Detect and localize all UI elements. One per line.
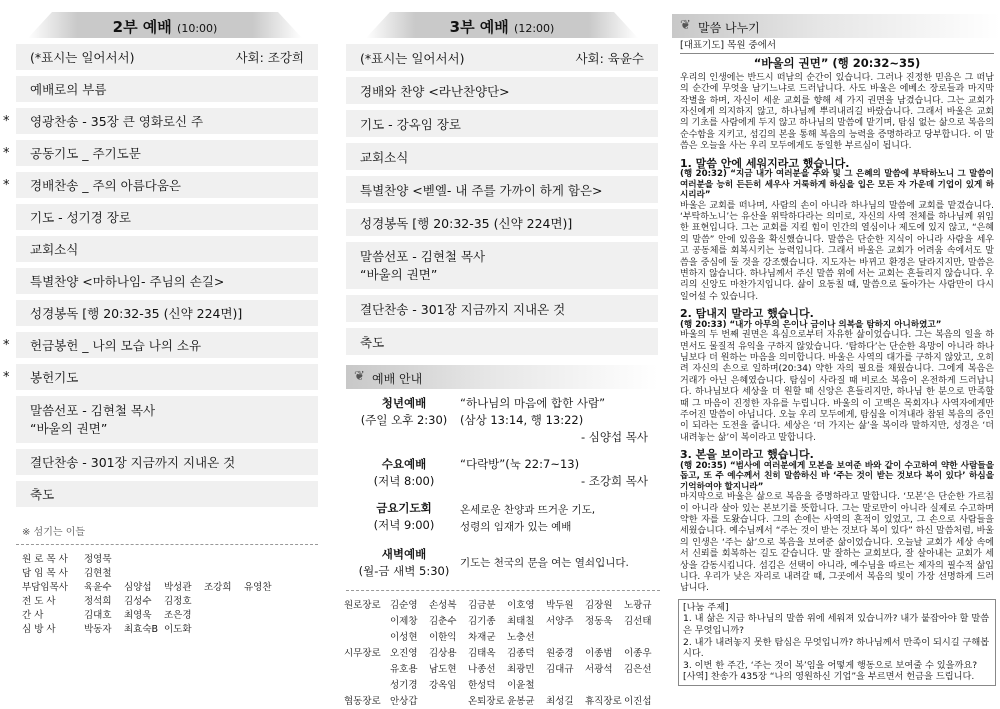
- service-info: 금요기도회 (저녁 9:00) 온세로운 찬양과 뜨거운 기도, 성령의 임재가 있는 예배: [373, 501, 596, 533]
- staff-role: 전 도 사: [22, 596, 56, 607]
- sermon-sharing-column: [672, 0, 1000, 686]
- service-time: (10:00): [177, 22, 218, 35]
- staff-role: 담 임 목 사: [22, 568, 68, 579]
- staff-name: 김정호: [164, 596, 192, 607]
- service-title: 2부 예배: [112, 18, 172, 36]
- elder-name: 차재군: [468, 632, 496, 643]
- host-label: 사회: 조강희: [235, 50, 304, 65]
- staff-name: 박동자: [84, 624, 112, 635]
- elder-name: 노충선: [507, 632, 535, 643]
- elder-name: 한성덕: [468, 680, 496, 691]
- sermon-title: “바울의 권면”: [360, 266, 438, 282]
- elders-list: [344, 597, 666, 709]
- discussion-item: 1. 내 삶은 지금 하나님의 말씀 위에 세워져 있습니까? 내가 붙잡아야 할 말씀은 무엇입니까?: [683, 613, 990, 636]
- discussion-item: [사역] 찬송가 435장 “나의 영원하신 기업”을 부르면서 헌금을 드립니다.: [683, 671, 975, 683]
- point-3-quote: (행 20:35) “범사에 여러분에게 모본을 보여준 바와 같이 수고하여 약한 사람들을 돕고, 또 주 예수께서 친히 말씀하신 바 ‘주는 것이 받는 것보다 복이 있다’ 하심을 기억하여야 할지니라”: [680, 460, 994, 492]
- standing-mark: *: [3, 113, 10, 129]
- sermon-title: “바울의 권면”: [30, 420, 108, 436]
- elder-name: 김선태: [624, 616, 652, 627]
- order-item: 경배와 찬양 <라난찬양단>: [346, 77, 658, 104]
- staff-title: ※ 섬기는 이들: [22, 527, 86, 538]
- elder-role: 시무장로: [344, 648, 381, 659]
- sermon-item: 말씀선포 - 김현철 목사 “바울의 권면”: [16, 396, 318, 443]
- elder-name: 나종선: [468, 664, 496, 675]
- standing-note: (*표시는 일어서서): [360, 50, 465, 66]
- order-item: 결단찬송 - 301장 지금까지 지내온 것: [346, 295, 658, 322]
- elder-name: 김춘수: [429, 616, 457, 627]
- elder-name: 김상용: [429, 648, 457, 659]
- staff-row: [22, 621, 330, 635]
- point-1-quote: (행 20:32) “지금 내가 여러분을 주와 및 그 은혜의 말씀에 부탁하노니 그 말씀이 여러분을 능히 든든히 세우사 거룩하게 하심을 입은 모든 자 가운데 기업이 있게 하시리라”: [680, 169, 994, 201]
- elder-role: 협동장로: [344, 696, 381, 707]
- standing-mark: *: [3, 369, 10, 385]
- sermon-item: 말씀선포 - 김현철 목사 “바울의 권면”: [346, 242, 658, 289]
- staff-name: 박성관: [164, 582, 192, 593]
- elder-name: 남도현: [429, 664, 457, 675]
- discussion-item: 3. 이번 한 주간, ‘주는 것이 복’임을 어떻게 행동으로 보여줄 수 있을까요?: [683, 659, 978, 671]
- elder-name: 이윤철: [507, 680, 535, 691]
- elder-name: 온퇴장로: [468, 696, 505, 707]
- order-item: * 공동기도 _ 주기도문: [16, 140, 318, 166]
- point-1-body: 바울은 교회를 떠나며, 사람의 손이 아니라 하나님의 말씀에 교회를 맡겼습니다. ‘부탁하노니’는 유산을 위탁하다라는 의미로, 자신의 사역 전체를 하나님께 위임한 표현입니다. 그는 교회를 지킬 힘이 인간의 열심이나 제도에 있지 않고, “은혜의 말씀” 안에 있음을 확신했습니다. 말씀은 단순한 지식이 아니라 사람을 세우고 공동체를 회복시키는 능력입니다. 그래서 바울은 교회가 어려움 속에서도 말씀을 중심에 둘 것을 강조했습니다. 지도자는 바뀌고 환경은 달라지지만, 말씀은 변하지 않습니다. 하나님께서 주신 말씀 위에 서는 교회는 흔들리지 않습니다. 우리의 신앙도 마찬가지입니다. 삶이 요동칠 때, 말씀으로 돌아가는 사람만이 다시 일어설 수 있습니다.: [680, 200, 994, 302]
- elder-name: 성기경: [390, 680, 418, 691]
- worship-guide-header: ❦ 예배 안내: [346, 365, 658, 389]
- staff-role: 부담임목사: [22, 582, 68, 593]
- elder-name: 강옥임: [429, 680, 457, 691]
- staff-name: 김대호: [84, 610, 112, 621]
- elder-name: 김장원: [585, 600, 613, 611]
- elder-name: 안상갑: [390, 696, 418, 707]
- order-item: 성경봉독 [행 20:32-35 (신약 224면)]: [346, 209, 658, 236]
- leaf-icon: ❦: [354, 369, 365, 384]
- staff-name: 김현철: [84, 568, 112, 579]
- staff-name: 김성수: [124, 596, 152, 607]
- order-item: 교회소식: [16, 236, 318, 262]
- order-item: * 봉헌기도: [16, 364, 318, 390]
- point-2-body: 바울의 두 번째 권면은 욕심으로부터 자유한 삶이었습니다. 그는 복음의 일을 하면서도 물질적 유익을 구하지 않았습니다. ‘탐하다’는 단순한 욕망이 아니라 하나님보다 더 원하는 마음을 의미합니다. 바울은 사역의 대가를 구하지 않았고, 오히려 자신의 손으로 일하며(20:34) 약한 자의 필요를 채웠습니다. 그에게 복음은 거래가 아닌 은혜였습니다. 탐심이 사라질 때 비로소 복음이 온전하게 드러납니다. 하나님보다 세상을 더 원할 때 신앙은 흔들리지만, 하나님 한 분으로 만족할 때 그 마음이 진정한 자유를 누립니다. 바울의 이 고백은 목회자나 사역자에게만 주어진 말씀이 아닙니다. 오늘 우리 모두에게, 탐심을 이겨내라 참된 복음의 증인이 되라는 도전을 줍니다. 세상은 ‘더 가지는 삶’을 복이라 말하지만, 성경은 ‘더 내려놓는 삶’이 복이라고 말합니다.: [680, 330, 994, 443]
- point-2-title: 2. 탐내지 말라고 했습니다.: [680, 307, 814, 321]
- elder-name: 손성복: [429, 600, 457, 611]
- point-3-title: 3. 본을 보이라고 했습니다.: [680, 448, 814, 462]
- staff-name: 정영묵: [84, 554, 112, 565]
- order-item: 교회소식: [346, 143, 658, 170]
- standing-mark: *: [3, 177, 10, 193]
- order-item: 축도: [16, 481, 318, 507]
- elder-name: 김금분: [468, 600, 496, 611]
- discussion-box: [678, 599, 996, 686]
- staff-name: 조강희: [204, 582, 232, 593]
- staff-name: 육윤수: [84, 582, 112, 593]
- staff-role: 간 사: [22, 610, 44, 621]
- service-title: 3부 예배: [449, 18, 509, 36]
- order-item: 성경봉독 [행 20:32-35 (신약 224면)]: [16, 300, 318, 326]
- elder-name: 김은선: [624, 664, 652, 675]
- elder-name: 이제창: [390, 616, 418, 627]
- staff-row: [22, 593, 330, 607]
- elder-name: 오진영: [390, 648, 418, 659]
- staff-list: [22, 523, 330, 538]
- sermon-heading: “바울의 권면” (행 20:32~35): [753, 56, 921, 71]
- elder-name: 유호용: [390, 664, 418, 675]
- order-item: 특별찬양 <마하나임- 주님의 손길>: [16, 268, 318, 294]
- standing-note: (*표시는 일어서서): [30, 50, 135, 65]
- elder-name: 원중경: [546, 648, 574, 659]
- elder-name: 최광민: [507, 664, 535, 675]
- order-item: 결단찬송 - 301장 지금까지 지내온 것: [16, 449, 318, 475]
- leaf-icon: ❦: [680, 18, 691, 33]
- point-3-body: 마지막으로 바울은 삶으로 복음을 증명하라고 말합니다. ‘모본’은 단순한 가르침이 아니라 살아 있는 본보기를 뜻합니다. 그는 말로만이 아니라 실제로 수고하며 약한 자를 도왔습니다. 그의 손에는 사역의 흔적이 있었고, 그 손으로 사람들을 세웠습니다. 예수님께서 “주는 것이 받는 것보다 복이 있다” 하신 말씀처럼, 바울의 인생은 ‘주는 삶’으로 복음을 보여준 삶이었습니다. 오늘날 교회가 세상 속에서 신뢰를 회복하는 길도 같습니다. 말 잘하는 교회보다, 잘 살아내는 교회가 세상을 감동시킵니다. 섬김은 선택이 아니라, 예수님을 따르는 제자의 필수적 삶입니다. 우리가 낮은 자리로 내려갈 때, 그곳에서 복음의 빛이 가장 선명하게 드러납니다.: [680, 492, 994, 594]
- prayer-subtitle: [대표기도] 목원 중에서: [680, 40, 994, 54]
- elder-name: 최성길: [546, 696, 574, 707]
- elder-name: 김기종: [468, 616, 496, 627]
- elder-role: 원로장로: [344, 600, 381, 611]
- elder-name: 이호영: [507, 600, 535, 611]
- standing-mark: *: [3, 337, 10, 353]
- staff-name: 최영욱: [124, 610, 152, 621]
- elders-row: [344, 645, 666, 661]
- elders-row: [344, 613, 666, 629]
- service-time: (12:00): [514, 22, 555, 35]
- staff-row: [22, 579, 330, 593]
- elder-name: 서광석: [585, 664, 613, 675]
- standing-mark: *: [3, 145, 10, 161]
- second-service-header: [0, 8, 330, 42]
- elder-name: 김태옥: [468, 648, 496, 659]
- host-label: 사회: 육윤수: [575, 50, 644, 66]
- service-info: 수요예배 (저녁 8:00) “다락방”(눅 22:7~13) - 조강희 목사: [373, 457, 648, 488]
- elders-row: [344, 629, 666, 645]
- third-service-column: [338, 0, 666, 709]
- discussion-title: [나눔 주제]: [683, 601, 729, 613]
- staff-name: 심양섭: [124, 582, 152, 593]
- elder-name: 김종덕: [507, 648, 535, 659]
- elder-name: 박두원: [546, 600, 574, 611]
- staff-role: 심 방 사: [22, 624, 56, 635]
- elder-name: 휴직장로: [585, 696, 622, 707]
- staff-row: [22, 551, 330, 565]
- point-1-title: 1. 말씀 안에 세워지라고 했습니다.: [680, 156, 850, 170]
- elder-name: 이성현: [390, 632, 418, 643]
- sharing-header: ❦ 말씀 나누기: [672, 14, 1000, 38]
- order-note-row: [346, 44, 658, 71]
- order-item: 기도 - 성기경 장로: [16, 204, 318, 230]
- point-2-quote: (행 20:33) “내가 아무의 은이나 금이나 의복을 탐하지 아니하였고”: [680, 319, 942, 330]
- discussion-item: 2. 내가 내려놓지 못한 탐심은 무엇입니까? 하나님께서 만족이 되시길 구해봅시다.: [683, 636, 990, 660]
- elder-name: 김순영: [390, 600, 418, 611]
- staff-row: [22, 607, 330, 621]
- elders-row: [344, 693, 666, 709]
- elders-row: [344, 597, 666, 613]
- staff-name: 정석희: [84, 596, 112, 607]
- third-service-header: [338, 8, 666, 42]
- order-item: 예배로의 부름: [16, 76, 318, 102]
- staff-name: 최효숙B: [124, 624, 159, 635]
- elder-name: 최태칠: [507, 616, 535, 627]
- elder-name: 서양주: [546, 616, 574, 627]
- staff-row: [22, 565, 330, 579]
- staff-role: 원 로 목 사: [22, 554, 68, 565]
- order-item: 기도 - 강옥임 장로: [346, 110, 658, 137]
- service-info: 새벽예배 (월-금 새벽 5:30) 기도는 천국의 문을 여는 열쇠입니다.: [358, 547, 629, 578]
- elder-name: 이한익: [429, 632, 457, 643]
- order-item: * 경배찬송 _ 주의 아름다움은: [16, 172, 318, 198]
- order-item: 특별찬양 <벧엘- 내 주를 가까이 하게 함은>: [346, 176, 658, 203]
- elders-row: [344, 661, 666, 677]
- intro-paragraph: 우리의 인생에는 반드시 떠남의 순간이 있습니다. 그러나 진정한 믿음은 그 떠남의 순간에 무엇을 남기느냐로 드러납니다. 사도 바울은 에베소 장로들과 마지막 작별을 하며, 자신이 세운 교회를 향해 세 가지 권면을 남겼습니다. 그는 교회가 자신에게 의지하지 않고, 하나님께 뿌리내리길 바랐습니다. 그래서 바울은 교회의 기초를 사람에게 두지 않고 하나님의 말씀에 맡기며, 탐심 없는 삶으로 복음의 순수함을 지키고, 섬김의 본을 통해 복음의 능력을 증명하라고 당부합니다. 이 말씀은 오늘을 사는 우리 모두에게도 동일한 부르심이 됩니다.: [680, 72, 994, 152]
- service-info: 청년예배 (주일 오후 2:30) “하나님의 마음에 합한 사람” (삼상 13:14, 행 13:22) - 심양섭 목사: [360, 396, 648, 444]
- staff-name: 조은경: [164, 610, 192, 621]
- elder-name: 윤봉균: [507, 696, 535, 707]
- elder-name: 정동욱: [585, 616, 613, 627]
- elder-name: 이종범: [585, 648, 613, 659]
- elder-name: 이종우: [624, 648, 652, 659]
- elders-row: [344, 677, 666, 693]
- elder-name: 이진섭: [624, 696, 652, 707]
- staff-name: 유영찬: [244, 582, 272, 593]
- order-item: * 헌금봉헌 _ 나의 모습 나의 소유: [16, 332, 318, 358]
- second-service-column: [0, 0, 330, 635]
- elder-name: 김대규: [546, 664, 574, 675]
- order-item: 축도: [346, 328, 658, 355]
- staff-name: 이도화: [164, 624, 192, 635]
- order-item: * 영광찬송 - 35장 큰 영화로신 주: [16, 108, 318, 134]
- order-note-row: [16, 44, 318, 70]
- elder-name: 노광규: [624, 600, 652, 611]
